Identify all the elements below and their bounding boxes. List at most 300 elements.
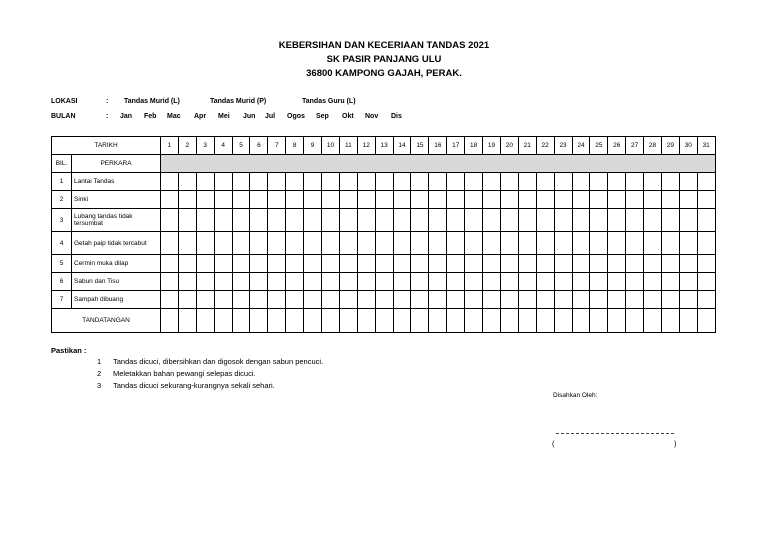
check-cell[interactable] — [286, 273, 304, 291]
note-text: Meletakkan bahan pewangi selepas dicuci. — [113, 369, 256, 378]
check-cell[interactable] — [268, 209, 286, 232]
check-cell[interactable] — [447, 273, 465, 291]
item-description: Cermin muka dilap — [72, 255, 161, 273]
check-cell[interactable] — [465, 209, 483, 232]
check-cell[interactable] — [304, 255, 322, 273]
signature-cell[interactable] — [286, 309, 304, 333]
check-cell[interactable] — [304, 191, 322, 209]
signature-cell[interactable] — [608, 309, 626, 333]
day-header-cell: 2 — [178, 137, 196, 155]
check-cell[interactable] — [357, 291, 375, 309]
check-cell[interactable] — [196, 273, 214, 291]
check-cell[interactable] — [161, 255, 179, 273]
check-cell[interactable] — [214, 173, 232, 191]
check-cell[interactable] — [626, 255, 644, 273]
month-nov: Nov — [365, 113, 379, 120]
check-cell[interactable] — [161, 191, 179, 209]
check-cell[interactable] — [357, 255, 375, 273]
check-cell[interactable] — [196, 232, 214, 255]
bulan-colon: : — [106, 113, 109, 120]
check-cell[interactable] — [679, 232, 697, 255]
check-cell[interactable] — [661, 232, 679, 255]
check-cell[interactable] — [161, 173, 179, 191]
check-cell[interactable] — [608, 273, 626, 291]
check-cell[interactable] — [322, 209, 340, 232]
check-cell[interactable] — [411, 173, 429, 191]
day-header-cell: 12 — [357, 137, 375, 155]
check-cell[interactable] — [214, 191, 232, 209]
check-cell[interactable] — [196, 191, 214, 209]
check-cell[interactable] — [429, 232, 447, 255]
signature-cell[interactable] — [268, 309, 286, 333]
check-cell[interactable] — [483, 255, 501, 273]
check-cell[interactable] — [572, 191, 590, 209]
check-cell[interactable] — [393, 291, 411, 309]
check-cell[interactable] — [590, 232, 608, 255]
check-cell[interactable] — [500, 209, 518, 232]
check-cell[interactable] — [697, 209, 715, 232]
check-cell[interactable] — [590, 291, 608, 309]
check-cell[interactable] — [250, 255, 268, 273]
check-cell[interactable] — [661, 273, 679, 291]
check-cell[interactable] — [644, 291, 662, 309]
signature-cell[interactable] — [232, 309, 250, 333]
check-cell[interactable] — [196, 173, 214, 191]
check-cell[interactable] — [429, 255, 447, 273]
day-header-cell: 5 — [232, 137, 250, 155]
signature-cell[interactable] — [626, 309, 644, 333]
check-cell[interactable] — [626, 273, 644, 291]
check-cell[interactable] — [250, 173, 268, 191]
check-cell[interactable] — [626, 173, 644, 191]
check-cell[interactable] — [697, 255, 715, 273]
check-cell[interactable] — [447, 232, 465, 255]
month-jul: Jul — [265, 113, 276, 120]
check-cell[interactable] — [268, 273, 286, 291]
check-cell[interactable] — [500, 191, 518, 209]
check-cell[interactable] — [661, 209, 679, 232]
check-cell[interactable] — [411, 191, 429, 209]
check-cell[interactable] — [393, 255, 411, 273]
check-cell[interactable] — [518, 209, 536, 232]
check-cell[interactable] — [357, 191, 375, 209]
check-cell[interactable] — [393, 273, 411, 291]
check-cell[interactable] — [411, 291, 429, 309]
check-cell[interactable] — [339, 191, 357, 209]
tandatangan-label: TANDATANGAN — [52, 309, 161, 333]
school-address: 36800 KAMPONG GAJAH, PERAK. — [306, 68, 462, 79]
check-cell[interactable] — [554, 191, 572, 209]
check-cell[interactable] — [697, 273, 715, 291]
check-cell[interactable] — [536, 291, 554, 309]
check-cell[interactable] — [518, 232, 536, 255]
day-header-cell: 11 — [339, 137, 357, 155]
check-cell[interactable] — [250, 291, 268, 309]
check-cell[interactable] — [214, 291, 232, 309]
day-header-cell: 19 — [483, 137, 501, 155]
date-header-row — [52, 137, 716, 155]
check-cell[interactable] — [608, 209, 626, 232]
day-header-cell: 21 — [518, 137, 536, 155]
check-cell[interactable] — [339, 173, 357, 191]
check-cell[interactable] — [500, 273, 518, 291]
check-cell[interactable] — [304, 173, 322, 191]
check-cell[interactable] — [429, 173, 447, 191]
signature-cell[interactable] — [590, 309, 608, 333]
check-cell[interactable] — [304, 232, 322, 255]
check-cell[interactable] — [518, 255, 536, 273]
lokasi-colon: : — [106, 98, 109, 105]
check-cell[interactable] — [644, 191, 662, 209]
check-cell[interactable] — [393, 209, 411, 232]
check-cell[interactable] — [572, 255, 590, 273]
signature-cell[interactable] — [411, 309, 429, 333]
day-header-cell: 3 — [196, 137, 214, 155]
day-header-cell: 8 — [286, 137, 304, 155]
check-cell[interactable] — [178, 255, 196, 273]
day-header-cell: 23 — [554, 137, 572, 155]
signature-cell[interactable] — [214, 309, 232, 333]
check-cell[interactable] — [608, 255, 626, 273]
check-cell[interactable] — [161, 273, 179, 291]
check-cell[interactable] — [178, 291, 196, 309]
check-cell[interactable] — [644, 255, 662, 273]
day-header-cell: 9 — [304, 137, 322, 155]
signature-label: Disahkan Oleh: — [553, 392, 598, 399]
check-cell[interactable] — [375, 173, 393, 191]
check-cell[interactable] — [286, 255, 304, 273]
signature-cell[interactable] — [679, 309, 697, 333]
signature-cell[interactable] — [697, 309, 715, 333]
check-cell[interactable] — [518, 291, 536, 309]
item-number: 1 — [52, 173, 72, 191]
check-cell[interactable] — [178, 209, 196, 232]
check-cell[interactable] — [286, 232, 304, 255]
table-row — [52, 191, 716, 209]
check-cell[interactable] — [322, 173, 340, 191]
check-cell[interactable] — [608, 232, 626, 255]
month-sep: Sep — [316, 113, 329, 120]
signature-cell[interactable] — [447, 309, 465, 333]
check-cell[interactable] — [554, 273, 572, 291]
check-cell[interactable] — [357, 232, 375, 255]
check-cell[interactable] — [393, 232, 411, 255]
signature-cell[interactable] — [661, 309, 679, 333]
check-cell[interactable] — [339, 232, 357, 255]
check-cell[interactable] — [697, 173, 715, 191]
day-header-cell: 1 — [161, 137, 179, 155]
check-cell[interactable] — [661, 255, 679, 273]
check-cell[interactable] — [608, 191, 626, 209]
check-cell[interactable] — [250, 209, 268, 232]
check-cell[interactable] — [232, 273, 250, 291]
check-cell[interactable] — [429, 291, 447, 309]
check-cell[interactable] — [411, 232, 429, 255]
check-cell[interactable] — [411, 255, 429, 273]
check-cell[interactable] — [375, 255, 393, 273]
check-cell[interactable] — [590, 255, 608, 273]
check-cell[interactable] — [626, 232, 644, 255]
check-cell[interactable] — [214, 232, 232, 255]
signature-cell[interactable] — [161, 309, 179, 333]
signature-cell[interactable] — [304, 309, 322, 333]
check-cell[interactable] — [161, 209, 179, 232]
check-cell[interactable] — [357, 209, 375, 232]
check-cell[interactable] — [178, 232, 196, 255]
check-cell[interactable] — [483, 232, 501, 255]
item-description: Sabun dan Tisu — [72, 273, 161, 291]
check-cell[interactable] — [250, 232, 268, 255]
check-cell[interactable] — [483, 273, 501, 291]
day-header-cell: 25 — [590, 137, 608, 155]
check-cell[interactable] — [661, 191, 679, 209]
check-cell[interactable] — [500, 291, 518, 309]
check-cell[interactable] — [500, 232, 518, 255]
signature-cell[interactable] — [339, 309, 357, 333]
signature-cell[interactable] — [536, 309, 554, 333]
signature-row — [52, 309, 716, 333]
check-cell[interactable] — [304, 209, 322, 232]
note-number: 3 — [97, 381, 102, 390]
check-cell[interactable] — [572, 232, 590, 255]
check-cell[interactable] — [178, 173, 196, 191]
check-cell[interactable] — [375, 191, 393, 209]
item-description: Lantai Tandas — [72, 173, 161, 191]
signature-cell[interactable] — [518, 309, 536, 333]
check-cell[interactable] — [322, 191, 340, 209]
check-cell[interactable] — [196, 255, 214, 273]
check-cell[interactable] — [465, 291, 483, 309]
check-cell[interactable] — [465, 191, 483, 209]
check-cell[interactable] — [322, 232, 340, 255]
check-cell[interactable] — [232, 291, 250, 309]
check-cell[interactable] — [375, 291, 393, 309]
signature-cell[interactable] — [465, 309, 483, 333]
check-cell[interactable] — [232, 173, 250, 191]
check-cell[interactable] — [590, 173, 608, 191]
check-cell[interactable] — [268, 291, 286, 309]
check-cell[interactable] — [268, 255, 286, 273]
check-cell[interactable] — [322, 273, 340, 291]
check-cell[interactable] — [536, 273, 554, 291]
check-cell[interactable] — [393, 173, 411, 191]
signature-cell[interactable] — [322, 309, 340, 333]
day-header-cell: 16 — [429, 137, 447, 155]
month-feb: Feb — [144, 113, 157, 120]
day-header-cell: 7 — [268, 137, 286, 155]
check-cell[interactable] — [429, 273, 447, 291]
check-cell[interactable] — [644, 232, 662, 255]
signature-cell[interactable] — [178, 309, 196, 333]
month-mac: Mac — [167, 113, 181, 120]
signature-cell[interactable] — [554, 309, 572, 333]
check-cell[interactable] — [232, 209, 250, 232]
lokasi-option-guru-l: Tandas Guru (L) — [302, 98, 356, 105]
item-number: 6 — [52, 273, 72, 291]
table-row — [52, 173, 716, 191]
signature-cell[interactable] — [250, 309, 268, 333]
check-cell[interactable] — [536, 255, 554, 273]
day-header-cell: 30 — [679, 137, 697, 155]
check-cell[interactable] — [465, 173, 483, 191]
check-cell[interactable] — [644, 209, 662, 232]
signature-cell[interactable] — [357, 309, 375, 333]
check-cell[interactable] — [232, 232, 250, 255]
check-cell[interactable] — [608, 291, 626, 309]
check-cell[interactable] — [590, 191, 608, 209]
signature-open-paren: ( — [552, 439, 555, 448]
check-cell[interactable] — [679, 291, 697, 309]
check-cell[interactable] — [518, 191, 536, 209]
check-cell[interactable] — [590, 273, 608, 291]
item-description: Getah paip tidak tercabut — [72, 232, 161, 255]
check-cell[interactable] — [679, 255, 697, 273]
signature-cell[interactable] — [500, 309, 518, 333]
check-cell[interactable] — [554, 173, 572, 191]
signature-cell[interactable] — [429, 309, 447, 333]
check-cell[interactable] — [536, 232, 554, 255]
check-cell[interactable] — [644, 173, 662, 191]
check-cell[interactable] — [554, 291, 572, 309]
check-cell[interactable] — [483, 173, 501, 191]
check-cell[interactable] — [357, 173, 375, 191]
day-header-cell: 24 — [572, 137, 590, 155]
signature-cell[interactable] — [196, 309, 214, 333]
check-cell[interactable] — [339, 255, 357, 273]
note-number: 1 — [97, 357, 102, 366]
check-cell[interactable] — [536, 209, 554, 232]
perkara-header: PERKARA — [72, 155, 161, 173]
month-mei: Mei — [218, 113, 230, 120]
note-text: Tandas dicuci sekurang-kurangnya sekali sehari. — [113, 381, 275, 390]
check-cell[interactable] — [429, 209, 447, 232]
check-cell[interactable] — [518, 173, 536, 191]
check-cell[interactable] — [161, 232, 179, 255]
check-cell[interactable] — [339, 273, 357, 291]
check-cell[interactable] — [608, 173, 626, 191]
check-cell[interactable] — [465, 255, 483, 273]
check-cell[interactable] — [447, 255, 465, 273]
check-cell[interactable] — [500, 173, 518, 191]
check-cell[interactable] — [375, 209, 393, 232]
item-description: Sinki — [72, 191, 161, 209]
check-cell[interactable] — [518, 273, 536, 291]
check-cell[interactable] — [232, 191, 250, 209]
check-cell[interactable] — [572, 173, 590, 191]
check-cell[interactable] — [447, 291, 465, 309]
check-cell[interactable] — [268, 173, 286, 191]
check-cell[interactable] — [339, 291, 357, 309]
check-cell[interactable] — [393, 191, 411, 209]
check-cell[interactable] — [232, 255, 250, 273]
check-cell[interactable] — [554, 232, 572, 255]
day-header-cell: 10 — [322, 137, 340, 155]
signature-cell[interactable] — [572, 309, 590, 333]
check-cell[interactable] — [196, 291, 214, 309]
check-cell[interactable] — [447, 173, 465, 191]
check-cell[interactable] — [679, 191, 697, 209]
check-cell[interactable] — [465, 273, 483, 291]
check-cell[interactable] — [322, 291, 340, 309]
check-cell[interactable] — [429, 191, 447, 209]
check-cell[interactable] — [286, 191, 304, 209]
check-cell[interactable] — [411, 209, 429, 232]
check-cell[interactable] — [626, 291, 644, 309]
check-cell[interactable] — [304, 273, 322, 291]
check-cell[interactable] — [339, 209, 357, 232]
check-cell[interactable] — [304, 291, 322, 309]
check-cell[interactable] — [572, 273, 590, 291]
check-cell[interactable] — [411, 273, 429, 291]
check-cell[interactable] — [679, 273, 697, 291]
day-header-cell: 31 — [697, 137, 715, 155]
check-cell[interactable] — [214, 273, 232, 291]
check-cell[interactable] — [500, 255, 518, 273]
check-cell[interactable] — [375, 232, 393, 255]
day-header-cell: 6 — [250, 137, 268, 155]
check-cell[interactable] — [661, 291, 679, 309]
check-cell[interactable] — [286, 291, 304, 309]
check-cell[interactable] — [268, 232, 286, 255]
check-cell[interactable] — [178, 273, 196, 291]
check-cell[interactable] — [286, 173, 304, 191]
check-cell[interactable] — [214, 255, 232, 273]
check-cell[interactable] — [250, 273, 268, 291]
check-cell[interactable] — [161, 291, 179, 309]
day-header-cell: 20 — [500, 137, 518, 155]
check-cell[interactable] — [554, 255, 572, 273]
check-cell[interactable] — [250, 191, 268, 209]
check-cell[interactable] — [661, 173, 679, 191]
table-row — [52, 209, 716, 232]
check-cell[interactable] — [483, 209, 501, 232]
check-cell[interactable] — [697, 191, 715, 209]
signature-cell[interactable] — [393, 309, 411, 333]
check-cell[interactable] — [536, 191, 554, 209]
check-cell[interactable] — [447, 209, 465, 232]
check-cell[interactable] — [626, 209, 644, 232]
check-cell[interactable] — [679, 209, 697, 232]
check-cell[interactable] — [536, 173, 554, 191]
check-cell[interactable] — [357, 273, 375, 291]
signature-cell[interactable] — [483, 309, 501, 333]
check-cell[interactable] — [322, 255, 340, 273]
check-cell[interactable] — [590, 209, 608, 232]
check-cell[interactable] — [679, 173, 697, 191]
check-cell[interactable] — [196, 209, 214, 232]
check-cell[interactable] — [572, 291, 590, 309]
check-cell[interactable] — [572, 209, 590, 232]
notes-heading: Pastikan : — [51, 346, 87, 355]
check-cell[interactable] — [214, 209, 232, 232]
check-cell[interactable] — [626, 191, 644, 209]
check-cell[interactable] — [644, 273, 662, 291]
check-cell[interactable] — [286, 209, 304, 232]
check-cell[interactable] — [447, 191, 465, 209]
signature-line — [556, 433, 674, 434]
check-cell[interactable] — [554, 209, 572, 232]
check-cell[interactable] — [178, 191, 196, 209]
check-cell[interactable] — [483, 291, 501, 309]
check-cell[interactable] — [375, 273, 393, 291]
check-cell[interactable] — [465, 232, 483, 255]
check-cell[interactable] — [697, 232, 715, 255]
signature-cell[interactable] — [375, 309, 393, 333]
check-cell[interactable] — [268, 191, 286, 209]
check-cell[interactable] — [483, 191, 501, 209]
signature-cell[interactable] — [644, 309, 662, 333]
check-cell[interactable] — [697, 291, 715, 309]
